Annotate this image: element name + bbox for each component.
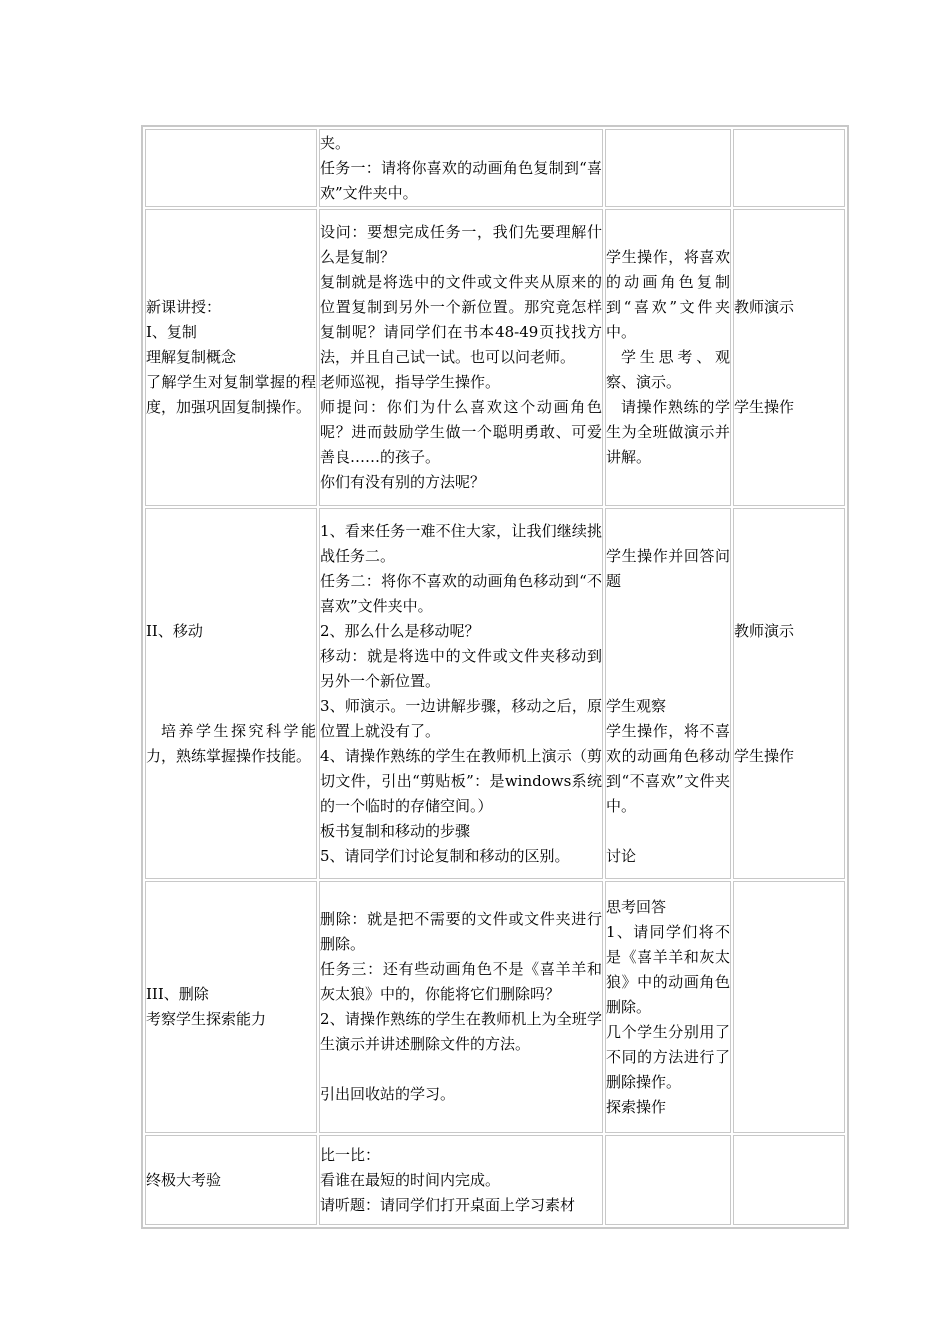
phase-line: 了解学生对复制掌握的程度，加强巩固复制操作。: [146, 373, 316, 416]
student-line: 几个学生分别用了不同的方法进行了删除操作。: [606, 1022, 730, 1091]
phase-line: 新课讲授：: [146, 298, 222, 316]
student-activity-cell: [605, 881, 731, 1133]
student-line: 1、请同学们将不是《喜羊羊和灰太狼》中的动画角色删除。: [606, 922, 730, 1016]
teacher-line: 学生操作: [734, 746, 795, 765]
content-line: 删除：就是把不需要的文件或文件夹进行删除。: [320, 910, 602, 953]
content-line: 复制就是将选中的文件或文件夹从原来的位置复制到另外一个新位置。那究竟怎样复制呢？请同学们在书本48-49页找找方法，并且自己试一试。也可以问老师。: [320, 273, 602, 366]
content-cell: [319, 209, 603, 506]
content-line: 板书复制和移动的步骤: [320, 821, 471, 840]
content-cell: [319, 129, 603, 207]
content-line: 移动：就是将选中的文件或文件夹移动到另外一个新位置。: [320, 646, 602, 690]
phase-line: 培养学生探究科学能力，熟练掌握操作技能。: [146, 721, 316, 765]
content-line: 你们有没有别的方法呢？: [320, 473, 486, 491]
student-line: 讨论: [606, 846, 637, 865]
table-row: [145, 508, 845, 879]
content-line: 3、师演示。一边讲解步骤，移动之后，原位置上就没有了。: [320, 696, 602, 740]
teacher-line: 学生操作: [734, 398, 795, 416]
phase-line: III、删除: [146, 985, 209, 1003]
table-row: [145, 1135, 845, 1225]
content-line: 1、看来任务一难不住大家，让我们继续挑战任务二。: [320, 521, 602, 565]
content-line: 师提问：你们为什么喜欢这个动画角色呢？进而鼓励学生做一个聪明勇敢、可爱善良……的孩子。: [320, 398, 602, 466]
content-line: 任务二：将你不喜欢的动画角色移动到“不喜欢”文件夹中。: [320, 571, 602, 615]
content-line: 任务三：还有些动画角色不是《喜羊羊和灰太狼》中的，你能将它们删除吗？: [320, 960, 602, 1003]
phase-line: 考察学生探索能力: [146, 1010, 267, 1028]
content-line: 设问：要想完成任务一，我们先要理解什么是复制？: [320, 223, 602, 266]
student-line: 学生观察: [606, 696, 667, 715]
teacher-activity-cell: [733, 129, 845, 207]
phase-line: Ⅰ、复制: [146, 323, 197, 341]
phase-cell: [145, 129, 317, 207]
teacher-line: 教师演示: [734, 621, 795, 640]
content-line: 2、那么什么是移动呢？: [320, 621, 480, 640]
content-cell: [319, 1135, 603, 1225]
teacher-activity-cell: [733, 209, 845, 506]
student-line: 学生思考、观察、演示。: [606, 348, 730, 391]
content-line: 比一比：: [320, 1145, 381, 1164]
teacher-line: 教师演示: [734, 298, 795, 316]
content-line: 老师巡视，指导学生操作。: [320, 373, 501, 391]
content-cell: [319, 508, 603, 879]
table-row: [145, 129, 845, 207]
student-activity-cell: [605, 508, 731, 879]
student-line: 思考回答: [606, 897, 667, 916]
content-line: 看谁在最短的时间内完成。: [320, 1170, 501, 1189]
content-line: 引出回收站的学习。: [320, 1085, 456, 1103]
student-line: 学生操作，将喜欢的动画角色复制到“喜欢”文件夹中。: [606, 248, 730, 341]
student-line: 学生操作并回答问题: [606, 546, 730, 590]
phase-cell: [145, 1135, 317, 1225]
teacher-activity-cell: [733, 881, 845, 1133]
phase-line: 理解复制概念: [146, 348, 237, 366]
student-activity-cell: [605, 129, 731, 207]
student-line: 学生操作，将不喜欢的动画角色移动到“不喜欢”文件夹中。: [606, 721, 730, 815]
student-activity-cell: [605, 209, 731, 506]
teacher-activity-cell: [733, 1135, 845, 1225]
content-line: 5、请同学们讨论复制和移动的区别。: [320, 846, 570, 865]
lesson-plan-table: [141, 125, 849, 1229]
table-row: [145, 209, 845, 506]
content-cell: [319, 881, 603, 1133]
content-line: 任务一：请将你喜欢的动画角色复制到“喜欢”文件夹中。: [320, 158, 602, 202]
student-line: 探索操作: [606, 1097, 667, 1116]
teacher-activity-cell: [733, 508, 845, 879]
content-line: 4、请操作熟练的学生在教师机上演示（剪切文件，引出“剪贴板”：是windows系统的一个临时的存储空间。）: [320, 746, 602, 815]
content-line: 夹。: [320, 133, 351, 152]
phase-line: 终极大考验: [146, 1170, 222, 1189]
phase-cell: [145, 881, 317, 1133]
student-activity-cell: [605, 1135, 731, 1225]
phase-line: II、移动: [146, 621, 203, 640]
content-line: 2、请操作熟练的学生在教师机上为全班学生演示并讲述删除文件的方法。: [320, 1010, 602, 1053]
table-row: [145, 881, 845, 1133]
content-line: 请听题：请同学们打开桌面上学习素材: [320, 1195, 576, 1214]
student-line: 请操作熟练的学生为全班做演示并讲解。: [606, 398, 730, 466]
phase-cell: [145, 508, 317, 879]
phase-cell: [145, 209, 317, 506]
